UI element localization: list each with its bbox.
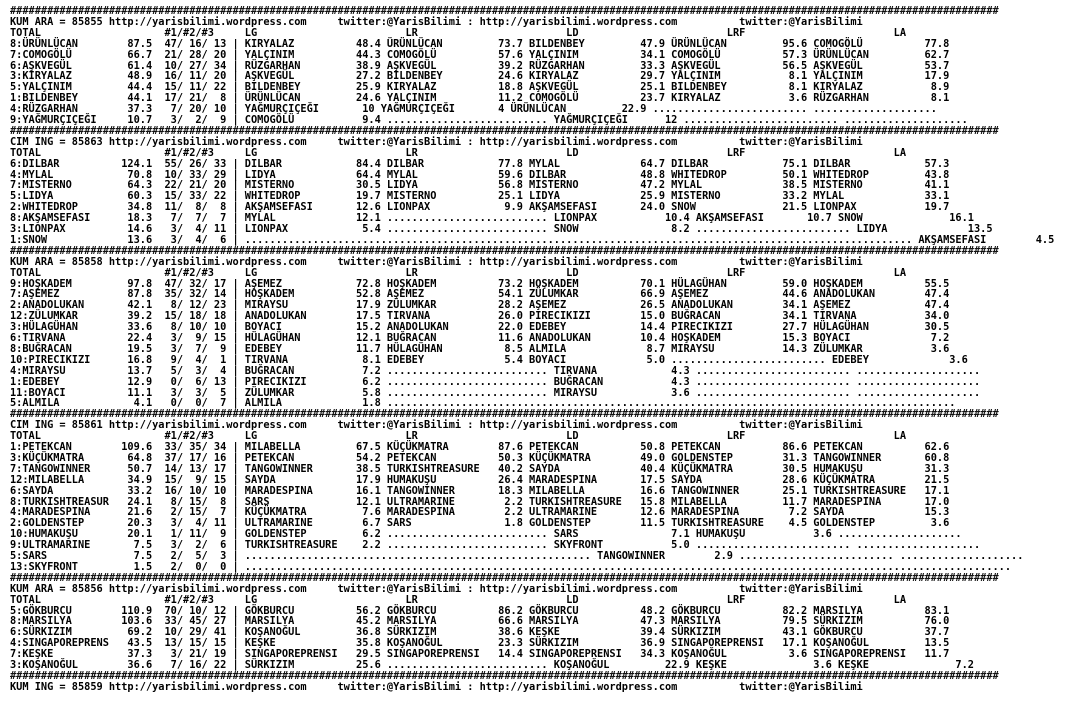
text-line: TOTAL #1/#2/#3 LG LR LD LRF LA xyxy=(10,266,906,279)
text-line: 9:YAĞMURÇIÇEĞI 10.7 3/ 2/ 9 | COMOGÖLÜ 9.4 .......................... YAĞMURÇIÇEĞI 12 ......................... .................... xyxy=(10,114,968,126)
text-line: 7:KEŞKE 37.3 3/ 21/ 19 | SINGAPOREPRENSI 29.5 SINGAPOREPRENSI 14.4 SINGAPOREPRENSI 34.3 KOŞANOĞUL 3.6 SINGAPOREPRENSI 11.7 xyxy=(10,648,950,661)
text-line: 12:MILABELLA 34.9 15/ 9/ 15 | SAYDA 17.9 HUMAKUŞU 26.4 MARADESPINA 17.5 SAYDA 28.6 KÜÇÜKMATRA 21.5 xyxy=(10,473,950,486)
text-line: 6:DILBAR 124.1 55/ 26/ 33 | DILBAR 84.4 DILBAR 77.8 MYLAL 64.7 DILBAR 75.1 DILBAR 57.3 xyxy=(10,157,950,170)
text-line: 8:MARSILYA 103.6 33/ 45/ 27 | MARSILYA 45.2 MARSILYA 66.6 MARSILYA 47.3 MARSILYA 79.5 SÜRKIZIM 76.0 xyxy=(10,615,950,628)
text-line: 7:AŞEMEZ 87.8 35/ 32/ 14 | HOŞKADEM 52.8 AŞEMEZ 54.1 ZÜLUMKAR 66.9 AŞEMEZ 44.6 ANADOLUKAN 47.4 xyxy=(10,288,950,301)
text-line: KUM ARA = 85858 http://yarisbilimi.wordpress.com twitter:@YarisBilimi : http://yarisbilimi.wordpress.com twitter:@YarisBilimi xyxy=(10,255,863,268)
text-line: 2:GOLDENSTEP 20.3 3/ 4/ 11 | ULTRAMARINE 6.7 SARS 1.8 GOLDENSTEP 11.5 TURKISHTREASURE 4.5 GOLDENSTEP 3.6 xyxy=(10,517,950,530)
text-line: 7:MISTERNO 64.3 22/ 21/ 20 | MISTERNO 30.5 LIDYA 56.8 MISTERNO 47.2 MYLAL 38.5 MISTERNO 41.1 xyxy=(10,179,950,192)
text-line: 1:BILDENBEY 44.1 17/ 21/ 8 | ÜRÜNLÜCAN 24.6 YALÇINIM 11.2 COMOGÖLÜ 23.7 KIRYALAZ 3.6 RÜZGARHAN 8.1 xyxy=(10,92,950,105)
text-line: 6:AŞKVEGÜL 61.4 10/ 27/ 34 | RÜZGARHAN 38.9 AŞKVEGÜL 39.2 RÜZGARHAN 33.3 AŞKVEGÜL 56.5 AŞKVEGÜL 53.7 xyxy=(10,59,950,72)
text-line: 4:SINGAPOREPRENS 43.5 13/ 15/ 15 | KEŞKE 35.8 KOŞANOĞUL 23.3 SÜRKIZIM 36.9 SINGAPOREPRENSI 17.1 KOŞANOĞUL 13.5 xyxy=(10,637,950,650)
text-line: CIM ING = 85861 http://yarisbilimi.wordpress.com twitter:@YarisBilimi : http://yarisbilimi.wordpress.com twitter:@YarisBilimi xyxy=(10,419,863,432)
text-line: 6:TIRVANA 22.4 3/ 9/ 15 | HÜLAGÜHAN 12.1 BUĞRACAN 11.6 ANADOLUKAN 10.4 HOŞKADEM 15.3 BOYACI 7.2 xyxy=(10,332,950,344)
text-line: 8:AKŞAMSEFASI 18.3 7/ 7/ 7 | MYLAL 12.1 .......................... LIONPAX 10.4 AKŞAMSEFASI 10.7 SNOW 16.1 xyxy=(10,212,974,225)
text-line: 7:TANGOWINNER 50.7 14/ 13/ 17 | TANGOWINNER 38.5 TURKISHTREASURE 40.2 SAYDA 40.4 KÜÇÜKMATRA 30.5 HUMAKUŞU 31.3 xyxy=(10,462,950,475)
separator-line: ################################################################################################################################################################ xyxy=(10,669,999,682)
text-line: 3:HÜLAGÜHAN 33.6 8/ 10/ 10 | BOYACI 15.2 ANADOLUKAN 22.0 EDEBEY 14.4 PIRECIKIZI 27.7 HÜLAGÜHAN 30.5 xyxy=(10,321,950,334)
text-line: 7:COMOGÖLÜ 66.7 21/ 28/ 20 | YALÇINIM 44.3 COMOGÖLÜ 57.6 YALÇINIM 34.1 COMOGÖLÜ 57.3 ÜRÜNLÜCAN 62.7 xyxy=(10,48,950,61)
text-line: 8:TURKISHTREASUR 24.1 8/ 15/ 8 | SARS 12.1 ULTRAMARINE 2.2 TURKISHTREASURE 15.8 MILABELLA 11.7 MARADESPINA 17.0 xyxy=(10,495,950,508)
text-line: 10:HUMAKUŞU 20.1 1/ 11/ 9 | GOLDENSTEP 6.2 .......................... SARS 7.1 HUMAKUŞU 3.6 .................... xyxy=(10,528,962,541)
text-line: 5:LIDYA 60.3 15/ 33/ 22 | WHITEDROP 19.7 MISTERNO 25.1 LIDYA 25.9 MISTERNO 33.2 MYLAL 33.1 xyxy=(10,190,950,203)
text-line: TOTAL #1/#2/#3 LG LR LD LRF LA xyxy=(10,26,906,39)
text-line: 4:MIRAYSU 13.7 5/ 3/ 4 | BUĞRACAN 7.2 .......................... TIRVANA 4.3 ......................... .................... xyxy=(10,364,981,377)
text-line: TOTAL #1/#2/#3 LG LR LD LRF LA xyxy=(10,146,906,159)
separator-line: ################################################################################################################################################################ xyxy=(10,124,999,137)
separator-line: ################################################################################################################################################################ xyxy=(10,6,999,17)
text-line: 5:YALÇINIM 44.4 15/ 11/ 22 | BILDENBEY 25.9 KIRYALAZ 18.8 AŞKVEGÜL 25.1 BILDENBEY 8.1 KIRYALAZ 8.9 xyxy=(10,81,950,94)
text-line: KUM ING = 85859 http://yarisbilimi.wordpress.com twitter:@YarisBilimi : http://yarisbilimi.wordpress.com twitter:@YarisBilimi xyxy=(10,680,863,693)
text-line: 5:ALMILA 4.1 0/ 0/ 7 | ALMILA 1.8 ............................................................................................ xyxy=(10,397,956,410)
separator-line: ################################################################################################################################################################ xyxy=(10,244,999,257)
text-line: 2:WHITEDROP 34.8 11/ 8/ 8 | AKŞAMSEFASI 12.6 LIONPAX 9.9 AKŞAMSEFASI 24.0 SNOW 21.5 LIONPAX 19.7 xyxy=(10,201,950,214)
text-line: 9:HOŞKADEM 97.8 47/ 32/ 17 | AŞEMEZ 72.8 HOŞKADEM 73.2 HOŞKADEM 70.1 HÜLAGÜHAN 59.0 HOŞKADEM 55.5 xyxy=(10,277,950,290)
text-line: TOTAL #1/#2/#3 LG LR LD LRF LA xyxy=(10,430,906,443)
text-line: 1:SNOW 13.6 3/ 4/ 6 | ............................................................................................................ AKŞAMSEFASI 4.5 xyxy=(10,233,1055,246)
text-line: 1:EDEBEY 12.9 0/ 6/ 13 | PIRECIKIZI 6.2 .......................... BUĞRACAN 4.3 ......................... .................... xyxy=(10,375,981,388)
text-line: 10:PIRECIKIZI 16.8 9/ 4/ 1 | TIRVANA 8.1 EDEBEY 5.4 BOYACI 5.0 ......................... EDEBEY 3.6 xyxy=(10,353,968,366)
text-line: TOTAL #1/#2/#3 LG LR LD LRF LA xyxy=(10,593,906,606)
text-line: 4:MYLAL 70.8 10/ 33/ 29 | LIDYA 64.4 MYLAL 59.6 DILBAR 48.8 WHITEDROP 50.1 WHITEDROP 43.8 xyxy=(10,168,950,181)
text-line: 4:RÜZGARHAN 37.3 7/ 20/ 10 | YAĞMURÇIÇEĞI 10 YAĞMURÇIÇEĞI 4 ÜRÜNLÜCAN 22.9 ......................... .................... xyxy=(10,103,937,116)
text-line: 8:ÜRÜNLÜCAN 87.5 47/ 16/ 13 | KIRYALAZ 48.4 ÜRÜNLÜCAN 73.7 BILDENBEY 47.9 ÜRÜNLÜCAN 95.6 COMOGÖLÜ 77.8 xyxy=(10,37,950,50)
text-line: 8:BUĞRACAN 19.5 3/ 7/ 9 | EDEBEY 11.7 HÜLAGÜHAN 8.5 ALMILA 8.7 MIRAYSU 14.3 ZÜLUMKAR 3.6 xyxy=(10,342,950,355)
text-line: 12:ZÜLUMKAR 39.2 15/ 18/ 18 | ANADOLUKAN 17.5 TIRVANA 26.0 PIRECIKIZI 15.0 BUĞRACAN 34.1 TIRVANA 34.0 xyxy=(10,310,950,323)
text-line: 3:LIONPAX 14.6 3/ 4/ 11 | LIONPAX 5.4 .......................... SNOW 8.2 ......................... LIDYA 13.5 xyxy=(10,223,993,235)
text-line: 13:SKYFRONT 1.5 2/ 0/ 0 | ............................................................................................................................ xyxy=(10,560,1012,573)
text-line: 6:SÜRKIZIM 69.2 10/ 29/ 41 | KOŞANOĞUL 36.8 SÜRKIZIM 38.6 KEŞKE 39.4 SÜRKIZIM 43.1 GÖKBURCU 37.7 xyxy=(10,626,950,639)
text-line: 5:GÖKBURCU 110.9 70/ 10/ 12 | GÖKBURCU 56.2 GÖKBURCU 86.2 GÖKBURCU 48.2 GÖKBURCU 82.2 MARSILYA 83.1 xyxy=(10,604,950,617)
text-line: KUM ARA = 85856 http://yarisbilimi.wordpress.com twitter:@YarisBilimi : http://yarisbilimi.wordpress.com twitter:@YarisBilimi xyxy=(10,582,863,595)
text-line: 4:MARADESPINA 21.6 2/ 15/ 7 | KÜÇÜKMATRA 7.6 MARADESPINA 2.2 ULTRAMARINE 12.6 MARADESPINA 7.2 SAYDA 15.3 xyxy=(10,506,950,519)
text-line: 3:KOŞANOĞUL 36.6 7/ 16/ 22 | SÜRKIZIM 25.6 .......................... KOŞANOĞUL 22.9 KEŞKE 3.6 KEŞKE 7.2 xyxy=(10,659,974,671)
text-line: 6:SAYDA 33.2 16/ 10/ 10 | MARADESPINA 16.1 TANGOWINNER 18.3 MILABELLA 16.6 TANGOWINNER 25.1 TURKISHTREASURE 17.1 xyxy=(10,484,950,497)
separator-line: ################################################################################################################################################################ xyxy=(10,408,999,421)
text-line: 2:ANADOLUKAN 42.1 8/ 12/ 23 | MIRAYSU 17.9 ZÜLUMKAR 28.2 AŞEMEZ 26.5 ANADOLUKAN 34.1 AŞEMEZ 47.4 xyxy=(10,299,950,312)
text-line: 5:SARS 7.5 2/ 5/ 3 | ........................................................ TANGOWINNER 2.9 ......................... .................... xyxy=(10,550,1024,562)
text-line: 11:BOYACI 11.1 3/ 3/ 5 | ZÜLUMKAR 5.8 .......................... MIRAYSU 3.6 ......................... .................... xyxy=(10,386,981,399)
text-line: 9:ULTRAMARINE 7.5 3/ 2/ 6 | TURKISHTREASURE 2.2 .......................... SKYFRONT 5.0 ......................... .................... xyxy=(10,539,981,552)
text-line: CIM ING = 85863 http://yarisbilimi.wordpress.com twitter:@YarisBilimi : http://yarisbilimi.wordpress.com twitter:@YarisBilimi xyxy=(10,135,863,148)
results-printout xyxy=(10,6,1072,710)
text-line: KUM ARA = 85855 http://yarisbilimi.wordpress.com twitter:@YarisBilimi : http://yarisbilimi.wordpress.com twitter:@YarisBilimi xyxy=(10,15,863,28)
text-line: 3:KIRYALAZ 48.9 16/ 11/ 20 | AŞKVEGÜL 27.2 BILDENBEY 24.6 KIRYALAZ 29.7 YALÇINIM 8.1 YALÇINIM 17.9 xyxy=(10,70,950,83)
text-line: 3:KÜÇÜKMATRA 64.8 37/ 17/ 16 | PETEKCAN 54.2 PETEKCAN 50.3 KÜÇÜKMATRA 49.0 GOLDENSTEP 31.3 TANGOWINNER 60.8 xyxy=(10,451,950,464)
separator-line: ################################################################################################################################################################ xyxy=(10,571,999,584)
text-line: 1:PETEKCAN 109.6 33/ 35/ 34 | MILABELLA 67.5 KÜÇÜKMATRA 87.6 PETEKCAN 50.8 PETEKCAN 86.6 PETEKCAN 62.6 xyxy=(10,441,950,453)
